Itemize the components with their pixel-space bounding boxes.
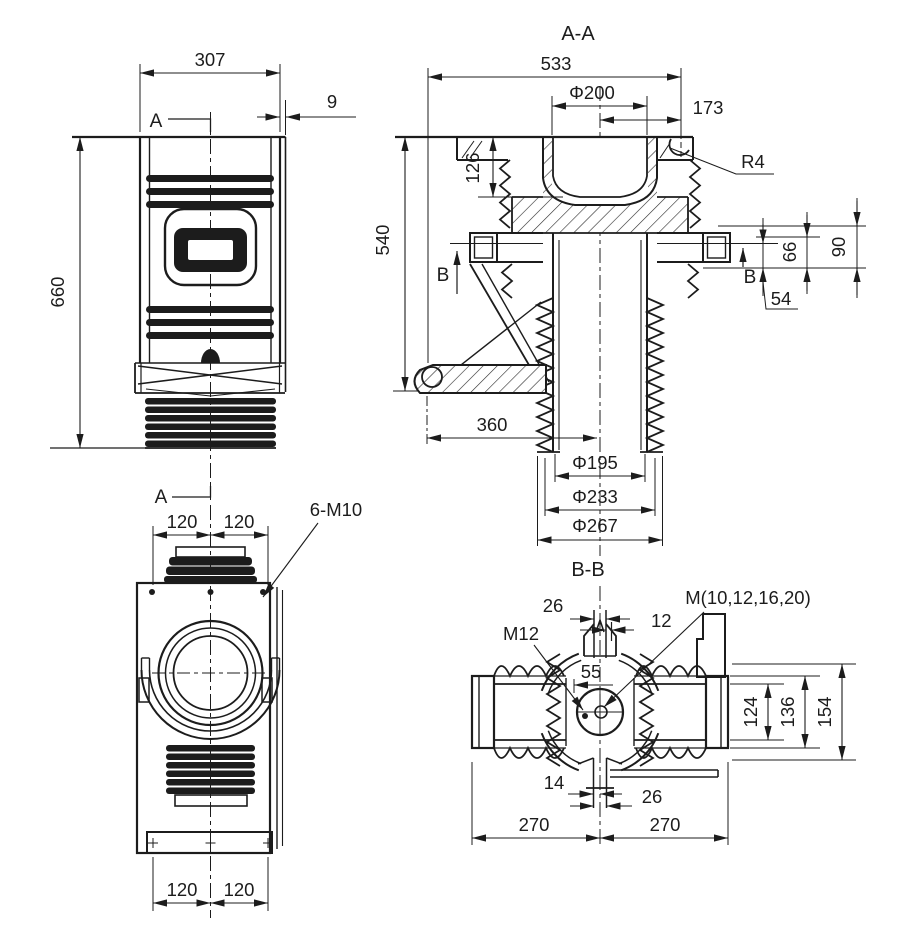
bb-dim-154-label: 154	[814, 696, 835, 728]
bb-dim-270-left-label: 270	[518, 814, 550, 835]
aa-dim-cup-depth-label: 126	[462, 152, 483, 184]
front-dim-height	[47, 137, 150, 448]
aa-arms	[450, 233, 778, 262]
aa-section-marker-b-left	[437, 251, 457, 294]
bottom-dim-top-right: 120	[223, 511, 255, 532]
aa-dim-90-label: 90	[828, 236, 849, 258]
thread-note-label: 6-M10	[309, 499, 363, 520]
aa-corner-notch	[669, 139, 689, 155]
aa-right-dims	[703, 198, 866, 309]
aa-dim-dia267-label: Φ267	[572, 515, 618, 536]
section-bb-view	[472, 559, 856, 848]
front-section-marker-top	[150, 111, 211, 132]
front-dim-offset	[257, 91, 356, 135]
aa-dim-height	[372, 137, 430, 391]
bb-dim-136-label: 136	[777, 696, 798, 728]
aa-flange	[395, 133, 693, 233]
front-lower-ribs	[146, 306, 274, 339]
aa-dim-54-label: 54	[770, 288, 792, 309]
aa-b-left-label: B	[436, 265, 450, 286]
bottom-thread-note	[263, 499, 362, 597]
bb-arm-height-dims	[730, 664, 856, 760]
bb-thread-m12-note	[503, 623, 583, 710]
aa-dim-66-label: 66	[779, 241, 800, 263]
bb-dim-55	[574, 661, 613, 693]
bb-dim-270-right-label: 270	[649, 814, 681, 835]
bb-m12-hole	[582, 713, 588, 719]
aa-dim-hole-offset	[600, 97, 723, 120]
bolt-hole	[208, 589, 214, 595]
bb-m12-label: M12	[503, 623, 539, 644]
bottom-dim-top-left: 120	[166, 511, 198, 532]
bottom-bore-circles	[152, 621, 269, 725]
bb-center-thread-label: M(10,12,16,20)	[685, 587, 811, 608]
aa-dim-hole-offset-label: 173	[692, 97, 724, 118]
bb-dim-14-label: 14	[543, 772, 565, 793]
front-section-marker-bottom	[155, 486, 211, 508]
bb-dim-26-bottom-label: 26	[641, 786, 663, 807]
bb-dim-12-label: 12	[651, 610, 672, 631]
bb-dim-26-top-label: 26	[542, 595, 564, 616]
bottom-dim-bottom-right: 120	[223, 879, 255, 900]
aa-b-right-label: B	[743, 267, 757, 288]
bb-thread-center-note	[604, 587, 811, 707]
bottom-saddle	[139, 658, 280, 739]
aa-dim-top-dia-label: Φ200	[569, 82, 615, 103]
bolt-hole	[149, 589, 155, 595]
aa-support-foot	[415, 264, 550, 393]
front-dim-height-label: 660	[47, 276, 68, 308]
bb-dim-slot	[543, 595, 672, 641]
front-dome-bump	[201, 349, 220, 363]
aa-cup-cavity	[543, 137, 657, 205]
section-bb-title: B-B	[571, 559, 605, 581]
bb-dim-124-label: 124	[740, 696, 761, 728]
section-aa-view	[372, 23, 866, 556]
aa-dim-reach	[427, 396, 597, 446]
section-a-top-label: A	[149, 111, 163, 132]
bottom-dim-bottom-left: 120	[166, 879, 198, 900]
front-dim-width-label: 307	[194, 49, 226, 70]
section-aa-title: A-A	[561, 23, 595, 45]
aa-bottom-diameters	[538, 452, 663, 546]
aa-dim-height-label: 540	[372, 224, 393, 256]
section-a-bottom-label: A	[154, 487, 168, 508]
aa-dim-reach-label: 360	[476, 414, 508, 435]
aa-dim-dia233-label: Φ233	[572, 486, 618, 507]
aa-dim-dia195-label: Φ195	[572, 452, 618, 473]
front-dim-offset-label: 9	[326, 91, 338, 112]
front-view	[47, 49, 356, 508]
aa-dim-overall-label: 533	[540, 53, 572, 74]
aa-radius-label: R4	[741, 151, 765, 172]
front-upper-ribs	[146, 175, 274, 208]
bolt-hole	[260, 589, 266, 595]
bb-dim-55-label: 55	[580, 661, 602, 682]
bottom-view	[137, 499, 362, 918]
